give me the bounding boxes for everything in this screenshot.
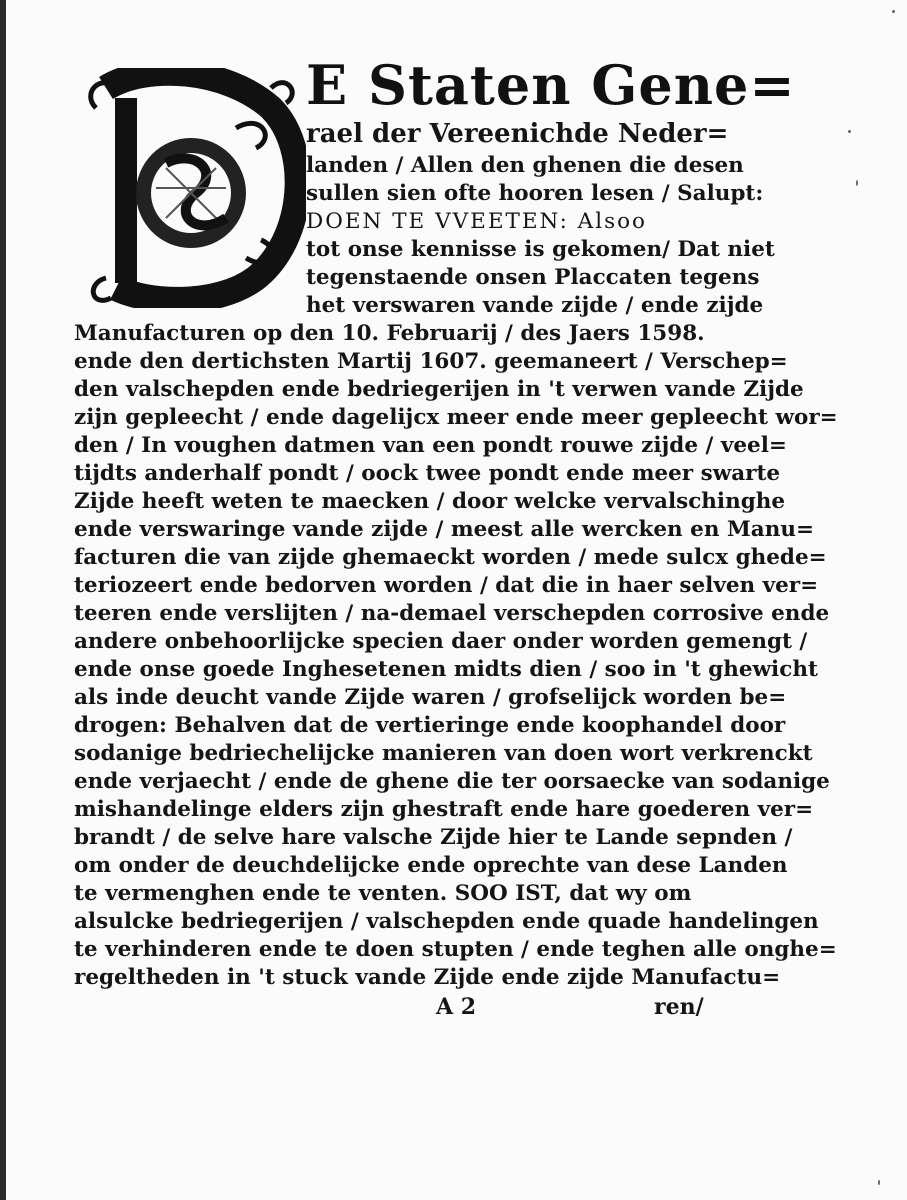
catchword: ren/ <box>654 994 704 1020</box>
text-line: ende verswaringe vande zijde / meest alle wercken en Manu= <box>74 517 814 542</box>
text-line: regeltheden in 't stuck vande Zijde ende zijde Manufactu= <box>74 965 781 990</box>
text-line: sullen sien ofte hooren lesen / Salupt: <box>306 181 764 206</box>
text-line: den valschepden ende bedriegerijen in 't verwen vande Zijde <box>74 377 804 402</box>
scan-speck <box>892 10 895 13</box>
text-line: sodanige bedriechelijcke manieren van doen wort verkrenckt <box>74 741 813 766</box>
text-line: drogen: Behalven dat de vertieringe ende koophandel door <box>74 713 786 738</box>
text-line: teeren ende verslijten / na-demael verschepden corrosive ende <box>74 601 830 626</box>
text-line: tegenstaende onsen Placcaten tegens <box>306 265 760 290</box>
text-line: Manufacturen op den 10. Februarij / des Jaers 1598. <box>74 321 705 346</box>
text-line: andere onbehoorlijcke specien daer onder worden gemengt / <box>74 629 808 654</box>
text-line: facturen die van zijde ghemaeckt worden / mede sulcx ghede= <box>74 545 827 570</box>
signature-mark: A 2 <box>436 994 477 1020</box>
ornament-d-icon <box>86 68 306 308</box>
text-line: te vermenghen ende te venten. SOO IST, dat wy om <box>74 881 692 906</box>
text-line: ende onse goede Inghesetenen midts dien / soo in 't ghewicht <box>74 657 818 682</box>
text-line: te verhinderen ende te doen stupten / ende teghen alle onghe= <box>74 937 837 962</box>
text-line: zijn gepleecht / ende dagelijcx meer ende meer gepleecht wor= <box>74 405 838 430</box>
text-line: DOEN TE VVEETEN: Alsoo <box>306 209 648 234</box>
text-line: ende verjaecht / ende de ghene die ter oorsaecke van sodanige <box>74 769 830 794</box>
scan-speck <box>856 180 858 186</box>
text-line: om onder de deuchdelijcke ende oprechte van dese Landen <box>74 853 788 878</box>
text-line: tot onse kennisse is gekomen/ Dat niet <box>306 237 775 262</box>
scan-speck <box>878 1180 880 1185</box>
text-line: alsulcke bedriegerijen / valschepden ende quade handelingen <box>74 909 819 934</box>
text-line: landen / Allen den ghenen die desen <box>306 153 744 178</box>
scan-speck <box>848 130 851 133</box>
text-line: ende den dertichsten Martij 1607. geemaneert / Verschep= <box>74 349 788 374</box>
text-line: den / In voughen datmen van een pondt rouwe zijde / veel= <box>74 433 787 458</box>
text-line: teriozeert ende bedorven worden / dat die in haer selven ver= <box>74 573 819 598</box>
decorated-initial <box>86 68 306 308</box>
text-line: brandt / de selve hare valsche Zijde hier te Lande sepnden / <box>74 825 793 850</box>
text-line: tijdts anderhalf pondt / oock twee pondt ende meer swarte <box>74 461 781 486</box>
text-line: mishandelinge elders zijn ghestraft ende hare goederen ver= <box>74 797 814 822</box>
text-line: het verswaren vande zijde / ende zijde <box>306 293 764 318</box>
text-line: als inde deucht vande Zijde waren / grofselijck worden be= <box>74 685 787 710</box>
heading-line: E Staten Gene= <box>306 53 796 117</box>
text-line: Zijde heeft weten te maecken / door welcke vervalschinghe <box>74 489 786 514</box>
text-line: rael der Vereenichde Neder= <box>306 119 729 149</box>
